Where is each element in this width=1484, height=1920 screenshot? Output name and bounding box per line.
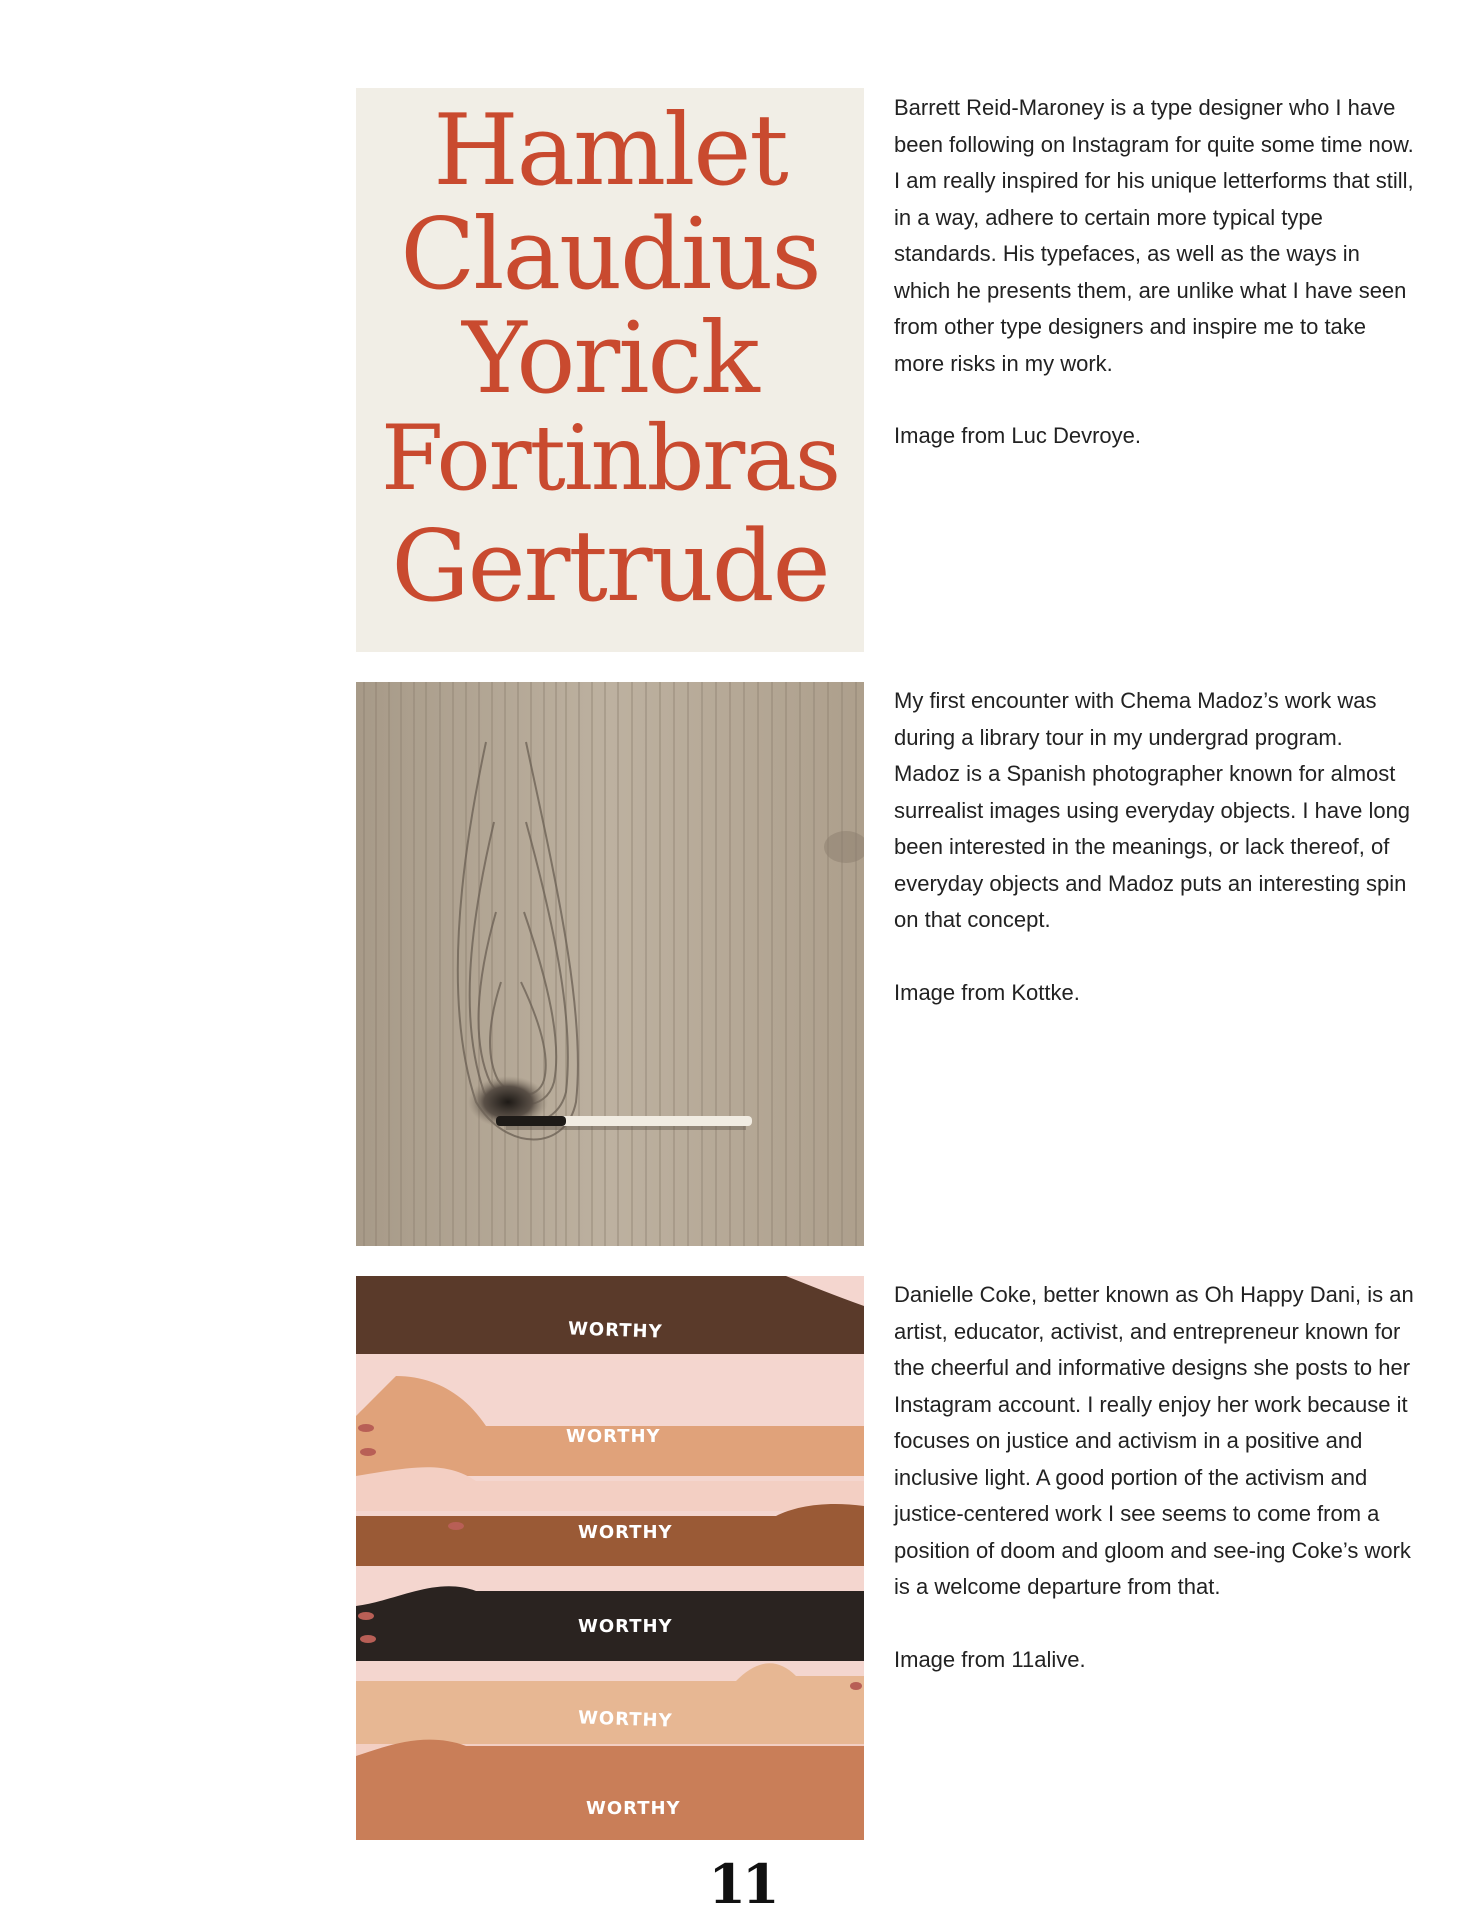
specimen-word: Gertrude — [391, 510, 829, 624]
entry-text-3 — [894, 1277, 1414, 1714]
worthy-hands-illustration — [356, 1276, 864, 1840]
hand-label: WORTHY — [577, 1707, 673, 1732]
entry-text-1 — [894, 90, 1414, 491]
image-credit: Image from Kottke. — [894, 979, 1080, 1005]
specimen-word: Yorick — [462, 302, 758, 416]
entry-text-2 — [894, 683, 1414, 1047]
hand-label: WORTHY — [586, 1798, 681, 1819]
entry-paragraph: My first encounter with Chema Madoz’s work was during a library tour in my undergrad program. Madoz is a Spanish photographer known for almost surrealist images using everyday objects. I have long been interested in the meanings, or lack thereof, of everyday objects and Madoz puts an interesting spin on that concept. — [894, 688, 1411, 932]
image-credit: Image from Luc Devroye. — [894, 423, 1141, 448]
specimen-word: Fortinbras — [380, 406, 840, 511]
hand-label: WORTHY — [566, 1426, 661, 1447]
hand-label: WORTHY — [578, 1522, 673, 1543]
entry-paragraph: Barrett Reid-Maroney is a type designer who I have been following on Instagram for quite some time now. I am really inspired for his unique letterforms that still, in a way, adhere to certain more typical type standards. His typefaces, as well as the ways in which he presents them, are unlike what I have seen from other type designers and inspire me to take more risks in my work. — [894, 95, 1414, 376]
wood-match-photo — [356, 682, 864, 1246]
hands-artwork — [356, 1276, 864, 1840]
typeface-specimen-image — [356, 88, 864, 652]
page-number: 11 — [708, 1852, 776, 1916]
entry-paragraph: Danielle Coke, better known as Oh Happy Dani, is an artist, educator, activist, and entrepreneur known for the cheerful and informative designs she posts to her Instagram account. I really enjoy her work because it focuses on justice and activism in a positive and inclusive light. A good portion of the activism and justice-centered work I see seems to come from a position of doom and gloom and see-ing Coke’s work is a welcome departure from that. — [894, 1282, 1414, 1599]
specimen-word: Hamlet — [433, 94, 787, 208]
hand-label: WORTHY — [578, 1616, 673, 1637]
specimen-word: Claudius — [400, 198, 820, 312]
hand-label: WORTHY — [567, 1318, 663, 1343]
image-credit: Image from 11alive. — [894, 1646, 1086, 1672]
wood-grain-illustration — [356, 682, 864, 1246]
